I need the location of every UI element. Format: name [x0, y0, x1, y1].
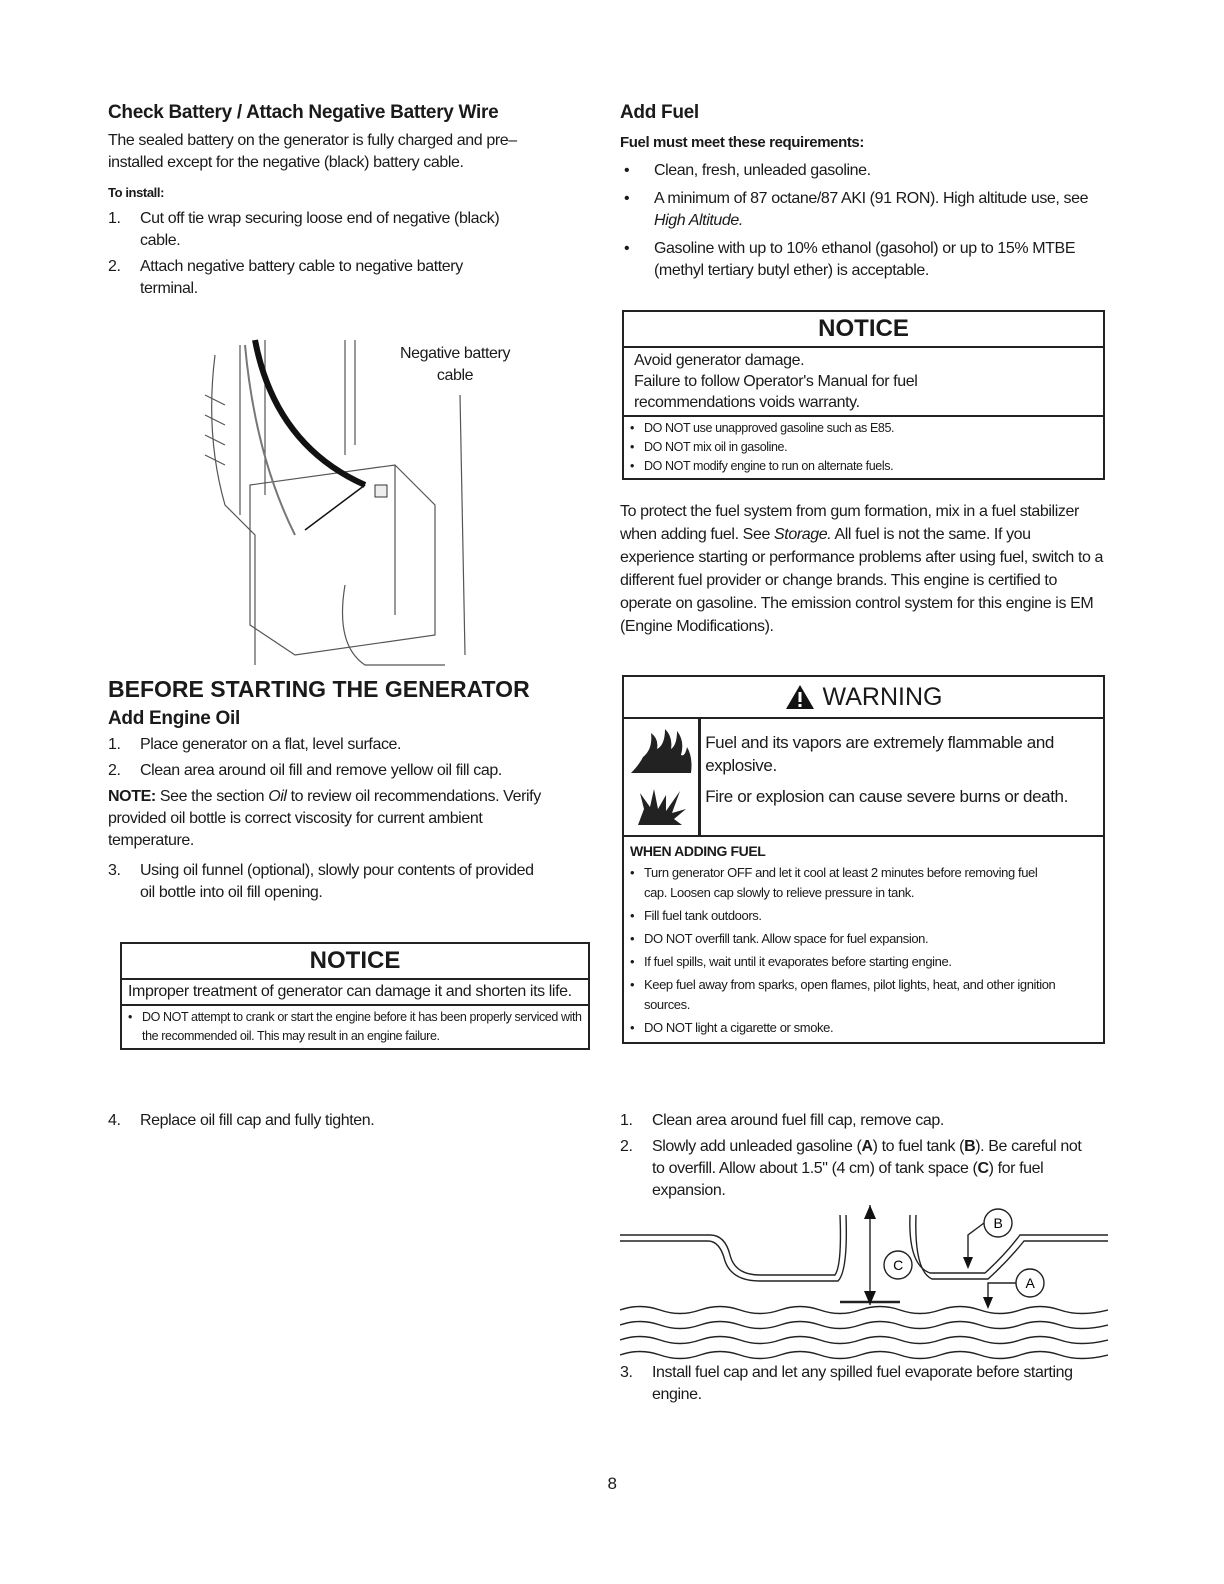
oil-step — [108, 860, 590, 904]
bullet-text: DO NOT overfill tank. Allow space for fuel expansion. — [644, 931, 929, 946]
bullet-text: If fuel spills, wait until it evaporates before starting engine. — [644, 954, 952, 969]
bullet-text: Clean, fresh, unleaded gasoline. — [654, 162, 871, 179]
notice-title: NOTICE — [624, 312, 1103, 348]
high-altitude-reference: High Altitude. — [654, 212, 743, 229]
bullet-text: Keep fuel away from sparks, open flames, pilot lights, heat, and other ignition sources. — [644, 977, 1056, 1012]
oil-step — [108, 734, 590, 756]
bullet-text: Gasoline with up to 10% ethanol (gasohol) or up to 15% MTBE (methyl tertiary butyl ether) is acceptable. — [654, 240, 1076, 279]
label-a: A — [861, 1138, 873, 1155]
notice-bullets — [122, 1006, 588, 1048]
paragraph-text: All fuel is not the same. If you experience starting or performance problems after using fuel, switch to a different fuel provider or change brands. This engine is certified to operate on gasoline. The emission control system for this engine is EM (Engine Modifications). — [620, 526, 1104, 635]
fuel-step — [620, 1362, 1105, 1406]
battery-step — [108, 256, 590, 300]
oil-notice-box — [120, 942, 590, 1050]
oil-step — [108, 1106, 590, 1132]
step-number: 2. — [108, 762, 121, 779]
fuel-stabilizer-paragraph — [620, 500, 1105, 638]
hazard-symbols — [624, 719, 701, 835]
oil-note — [108, 786, 568, 852]
storage-reference: Storage. — [774, 526, 832, 543]
fuel-step — [620, 1110, 1105, 1132]
bullet-text: Turn generator OFF and let it cool at least 2 minutes before removing fuel cap. Loosen cap slowly to relieve pressure in tank. — [644, 865, 1038, 900]
notice-bullet: • DO NOT mix oil in gasoline. — [630, 438, 1097, 457]
before-starting-section — [108, 678, 590, 904]
step-text: Replace oil fill cap and fully tighten. — [140, 1112, 375, 1129]
fire-icon — [629, 727, 693, 775]
step-number: 1. — [108, 736, 121, 753]
step-text: Install fuel cap and let any spilled fuel evaporate before starting engine. — [652, 1364, 1073, 1403]
notice-bullet: • DO NOT modify engine to run on alternate fuels. — [630, 457, 1097, 476]
fuel-heading: Add Fuel — [620, 102, 699, 123]
diagram-label-a: A — [1025, 1275, 1035, 1291]
notice-title: NOTICE — [122, 944, 588, 980]
diagram-label-c: C — [893, 1257, 903, 1273]
text: ) to fuel tank ( — [872, 1138, 965, 1155]
add-fuel-section — [620, 102, 1105, 282]
section-heading: BEFORE STARTING THE GENERATOR — [108, 676, 530, 702]
step-number: 2. — [620, 1138, 633, 1155]
step-number: 3. — [108, 862, 121, 879]
notice-bullet: • DO NOT use unapproved gasoline such as E85. — [630, 419, 1097, 438]
oil-step — [108, 760, 590, 782]
step-number: 1. — [620, 1112, 633, 1129]
oil-step-4 — [108, 1110, 590, 1132]
fuel-notice-box — [622, 310, 1105, 480]
warning-bullet: • DO NOT overfill tank. Allow space for fuel expansion. — [630, 929, 1097, 949]
notice-lead — [624, 348, 1103, 417]
oil-heading: Add Engine Oil — [108, 708, 240, 729]
step-text: Attach negative battery cable to negative battery terminal. — [140, 258, 463, 297]
hazard-text — [701, 719, 1103, 835]
warning-bullet: • DO NOT light a cigarette or smoke. — [630, 1018, 1097, 1038]
hazard-flammable: Fuel and its vapors are extremely flammable and explosive. — [705, 733, 1054, 775]
warning-bullet: • Fill fuel tank outdoors. — [630, 906, 1097, 926]
left-column — [108, 102, 590, 300]
step-text: Using oil funnel (optional), slowly pour contents of provided oil bottle into oil fill opening. — [140, 862, 534, 901]
text: Slowly add unleaded gasoline ( — [652, 1138, 862, 1155]
bullet-text: DO NOT use unapproved gasoline such as E85. — [644, 421, 895, 435]
battery-figure — [195, 335, 515, 675]
warning-triangle-icon — [785, 684, 815, 710]
requirement-item: • Gasoline with up to 10% ethanol (gasohol) or up to 15% MTBE (methyl tertiary butyl ether) is acceptable. — [620, 238, 1105, 282]
to-install-label: To install: — [108, 185, 165, 200]
warning-bullet: • If fuel spills, wait until it evaporates before starting engine. — [630, 952, 1097, 972]
notice-lead: Improper treatment of generator can damage it and shorten its life. — [122, 980, 588, 1006]
notice-lead-2: Failure to follow Operator's Manual for fuel recommendations voids warranty. — [634, 373, 918, 411]
step-text: Cut off tie wrap securing loose end of negative (black) cable. — [140, 210, 500, 249]
step-number: 1. — [108, 210, 121, 227]
step-text — [652, 1136, 1092, 1202]
bullet-text: DO NOT mix oil in gasoline. — [644, 440, 788, 454]
label-b: B — [964, 1138, 976, 1155]
warning-title: WARNING — [822, 683, 943, 711]
bullet-text: Fill fuel tank outdoors. — [644, 908, 762, 923]
fuel-step — [620, 1136, 1105, 1202]
requirements-heading: Fuel must meet these requirements: — [620, 134, 864, 151]
bullet-text: A minimum of 87 octane/87 AKI (91 RON). High altitude use, see — [654, 190, 1089, 207]
warning-bullet: • Turn generator OFF and let it cool at least 2 minutes before removing fuel cap. Loosen cap slowly to relieve pressure in tank. — [630, 863, 1097, 903]
bullet-text: DO NOT modify engine to run on alternate fuels. — [644, 459, 894, 473]
hazard-row — [624, 719, 1103, 837]
when-adding-fuel-heading: WHEN ADDING FUEL — [630, 843, 766, 859]
bullet-text: DO NOT light a cigarette or smoke. — [644, 1020, 834, 1035]
fuel-step-3 — [620, 1358, 1105, 1406]
fuel-warning-box — [622, 675, 1105, 1044]
diagram-label-b: B — [993, 1215, 1003, 1231]
fuel-steps — [620, 1106, 1105, 1202]
explosion-icon — [634, 785, 688, 827]
step-text: Place generator on a flat, level surface. — [140, 736, 402, 753]
note-text: to review oil recommendations. Verify provided oil bottle is correct viscosity for current ambient temperature. — [108, 788, 541, 849]
notice-lead-1: Avoid generator damage. — [634, 352, 805, 369]
paragraph-text: To protect the fuel system from gum formation, mix in a fuel stabilizer when adding fuel. See — [620, 503, 1079, 543]
notice-bullet: • DO NOT attempt to crank or start the engine before it has been properly serviced with the recommended oil. This may result in an engine failure. — [128, 1008, 582, 1046]
page-number: 8 — [607, 1474, 617, 1493]
step-number: 2. — [108, 258, 121, 275]
note-text: See the section — [159, 788, 265, 805]
battery-intro: The sealed battery on the generator is fully charged and pre–installed except for the negative (black) battery cable. — [108, 132, 517, 171]
battery-heading: Check Battery / Attach Negative Battery Wire — [108, 102, 499, 123]
step-number: 4. — [108, 1112, 121, 1129]
bullet-text: DO NOT attempt to crank or start the engine before it has been properly serviced with the recommended oil. This may result in an engine failure. — [142, 1010, 582, 1043]
requirement-item: • Clean, fresh, unleaded gasoline. — [620, 160, 1105, 182]
note-label: NOTE: — [108, 788, 156, 805]
warning-bullets — [624, 837, 1103, 1042]
note-reference: Oil — [268, 788, 287, 805]
negative-cable-label: Negative battery cable — [399, 345, 511, 384]
requirement-item: • A minimum of 87 octane/87 AKI (91 RON). High altitude use, see High Altitude. — [624, 190, 1089, 229]
notice-bullets — [624, 417, 1103, 478]
text: ). Be careful not to overfill. Allow about 1.5" (4 cm) of tank space ( — [652, 1138, 1082, 1177]
text: ) for fuel expansion. — [652, 1160, 1044, 1199]
label-c: C — [977, 1160, 989, 1177]
step-number: 3. — [620, 1364, 633, 1381]
warning-header — [624, 677, 1103, 719]
hazard-burns: Fire or explosion can cause severe burns or death. — [705, 787, 1068, 806]
step-text: Clean area around fuel fill cap, remove cap. — [652, 1112, 944, 1129]
warning-bullet: • Keep fuel away from sparks, open flames, pilot lights, heat, and other ignition sources. — [630, 975, 1097, 1015]
step-text: Clean area around oil fill and remove yellow oil fill cap. — [140, 762, 502, 779]
battery-step — [108, 208, 590, 252]
